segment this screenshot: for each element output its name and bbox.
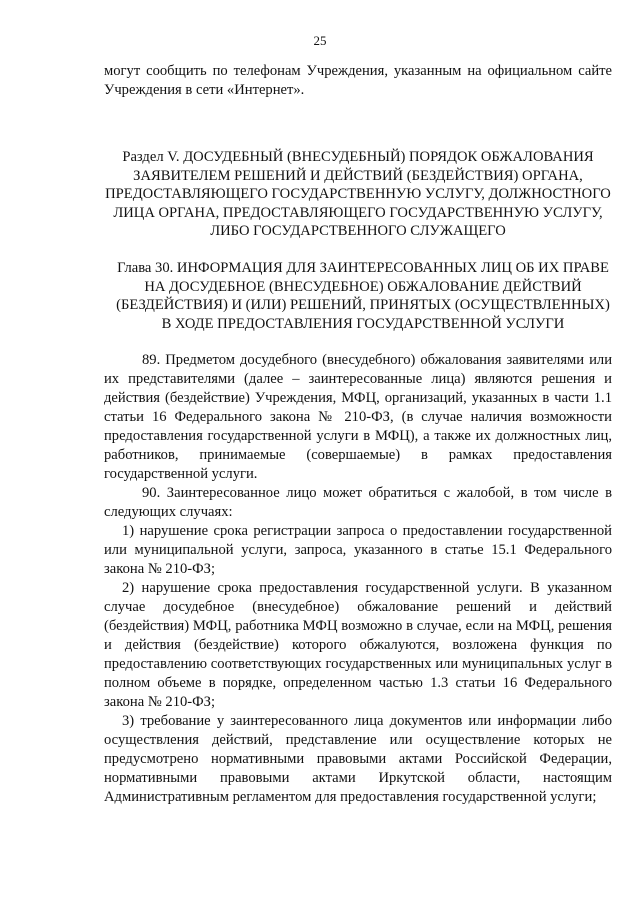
- document-body: [104, 62, 612, 807]
- continuation-paragraph: могут сообщить по телефонам Учреждения, указанным на официальном сайте Учреждения в сети «Интернет».: [104, 63, 612, 98]
- paragraph-90: 90. Заинтересованное лицо может обратиться с жалобой, в том числе в следующих случаях:: [104, 485, 612, 521]
- list-item-1: 1) нарушение срока регистрации запроса о предоставлении государственной или муниципальной услуги, запроса, указанного в статье 15.1 Федерального закона № 210-ФЗ;: [104, 523, 612, 578]
- section-title: Раздел V. ДОСУДЕБНЫЙ (ВНЕСУДЕБНЫЙ) ПОРЯДОК ОБЖАЛОВАНИЯ ЗАЯВИТЕЛЕМ РЕШЕНИЙ И ДЕЙСТВИЙ (БЕЗДЕЙСТВИЯ) ОРГАНА, ПРЕДОСТАВЛЯЮЩЕГО ГОСУДАРСТВЕННУЮ УСЛУГУ, ДОЛЖНОСТНОГО ЛИЦА ОРГАНА, ПРЕДОСТАВЛЯЮЩЕГО ГОСУДАРСТВЕННУЮ УСЛУГУ, ЛИБО ГОСУДАРСТВЕННОГО СЛУЖАЩЕГО: [105, 149, 611, 240]
- page-number: 25: [313, 33, 327, 48]
- chapter-title: Глава 30. ИНФОРМАЦИЯ ДЛЯ ЗАИНТЕРЕСОВАННЫХ ЛИЦ ОБ ИХ ПРАВЕ НА ДОСУДЕБНОЕ (ВНЕСУДЕБНОЕ) ОБЖАЛОВАНИЕ ДЕЙСТВИЙ (БЕЗДЕЙСТВИЯ) И (ИЛИ) РЕШЕНИЙ, ПРИНЯТЫХ (ОСУЩЕСТВЛЕННЫХ) В ХОДЕ ПРЕДОСТАВЛЕНИЯ ГОСУДАРСТВЕННОЙ УСЛУГИ: [116, 259, 610, 332]
- paragraph-89: 89. Предметом досудебного (внесудебного) обжалования заявителями или их представителями (далее – заинтересованные лица) являются решения и действия (бездействие) Учреждения, МФЦ, организаций, указанных в части 1.1 статьи 16 Федерального закона № 210-ФЗ, (в случае наличия возможности предоставления государственной услуги в МФЦ), а также их должностных лиц, работников, принимаемые (совершаемые) в рамках предоставления государственной услуги.: [104, 352, 612, 483]
- list-item-3: 3) требование у заинтересованного лица документов или информации либо осуществления действий, представление или осуществление которых не предусмотрено нормативными правовыми актами Российской Федерации, нормативными правовыми актами Иркутской области, настоящим Административным регламентом для предоставления государственной услуги;: [104, 713, 612, 806]
- list-item-2: 2) нарушение срока предоставления государственной услуги. В указанном случае досудебное (внесудебное) обжалование решений и действий (бездействия) МФЦ, работника МФЦ возможно в случае, если на МФЦ, решения и действия (бездействие) которого обжалуются, возложена функция по предоставлению соответствующих государственных или муниципальных услуг в полном объеме в порядке, определенном частью 1.3 статьи 16 Федерального закона № 210-ФЗ;: [104, 580, 612, 711]
